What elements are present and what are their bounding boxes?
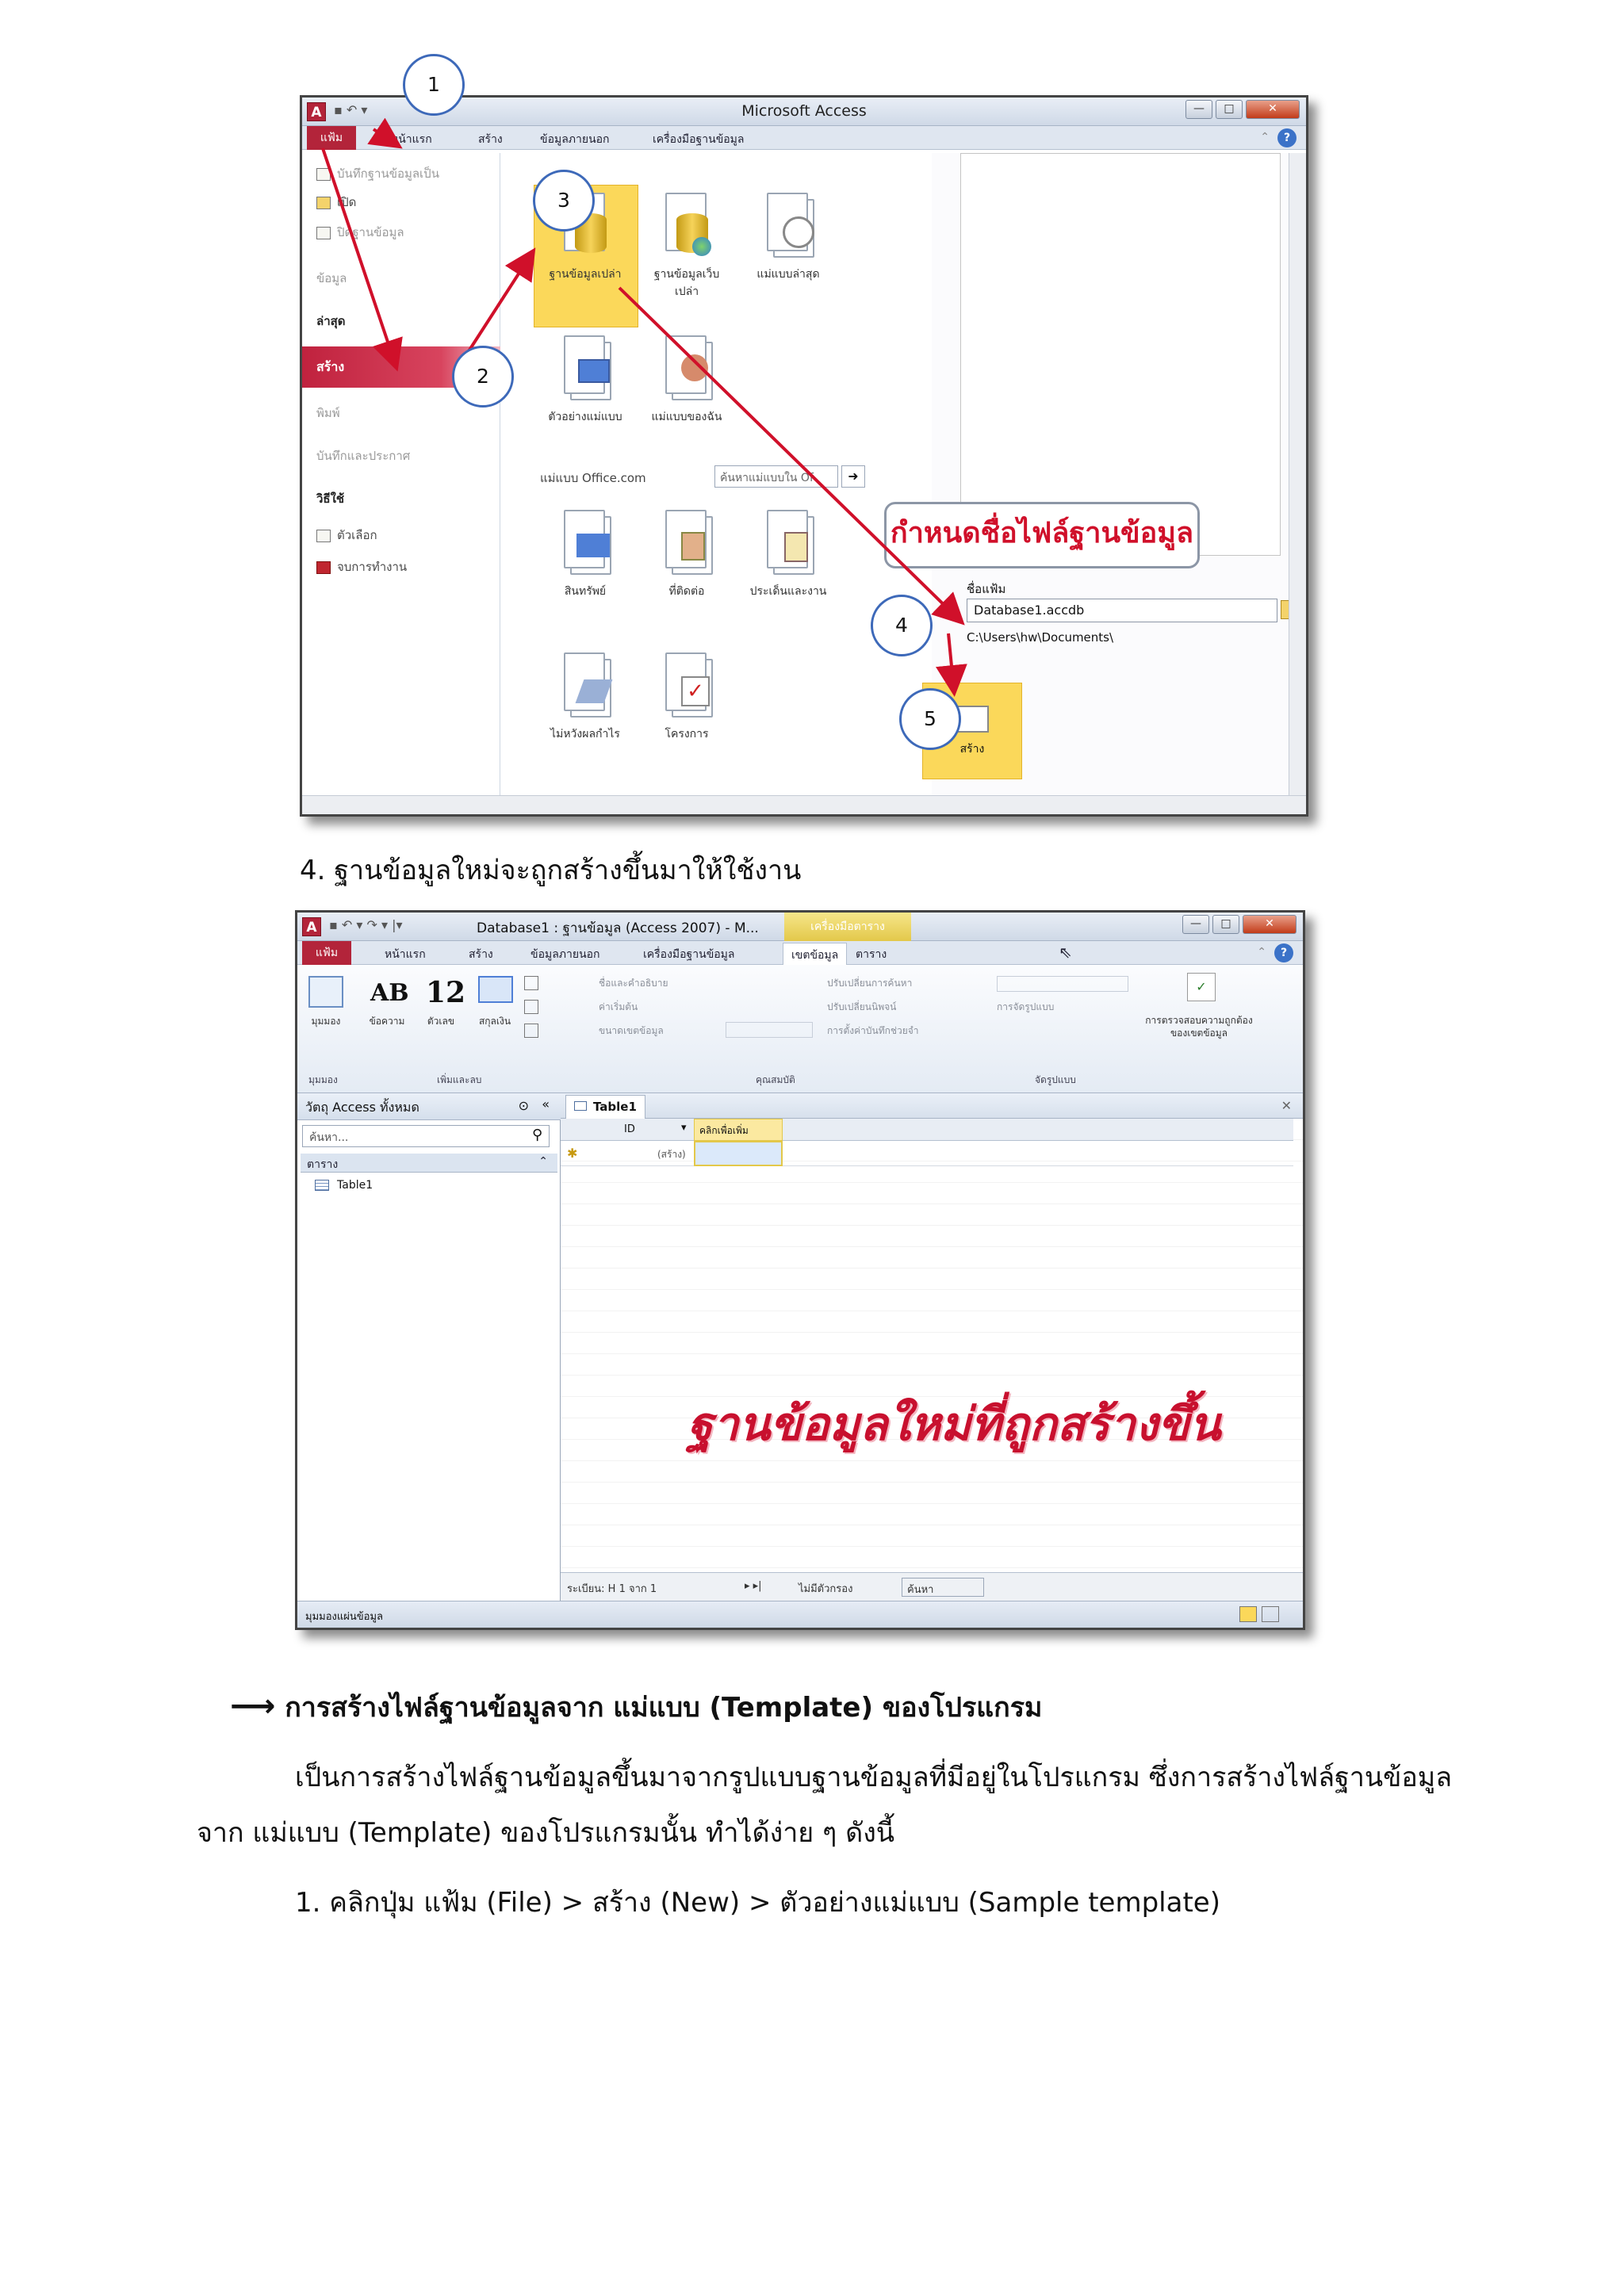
no-filter-indicator[interactable]: ไม่มีตัวกรอง	[799, 1583, 853, 1595]
tab-file[interactable]: แฟ้ม	[302, 941, 351, 965]
quick-access-toolbar[interactable]: ▪ ↶ ▾ ↷ ▾ |▾	[329, 917, 403, 932]
office-search-input[interactable]: ค้นหาแม่แบบใน Of	[714, 465, 838, 488]
section-heading	[230, 1686, 1042, 1728]
ribbon-modify-expression[interactable]: ปรับเปลี่ยนนิพจน์	[827, 1001, 897, 1012]
tab-database-tools[interactable]: เครื่องมือฐานข้อมูล	[653, 133, 745, 146]
step-1-instruction: 1. คลิกปุ่ม แฟ้ม (File) > สร้าง (New) > ตัวอย่างแม่แบบ (Sample template)	[295, 1887, 1220, 1919]
template-label: แม่แบบล่าสุด	[756, 268, 820, 281]
new-record-star-icon: ✱	[567, 1146, 578, 1161]
access-logo-icon: A	[307, 102, 326, 121]
paragraph-line-1: เป็นการสร้างไฟล์ฐานข้อมูลขึ้นมาจากรูปแบบฐานข้อมูลที่มีอยู่ในโปรแกรม ซึ่งการสร้างไฟล์ฐานข้อมูล	[295, 1762, 1453, 1793]
record-position[interactable]: ระเบียน: H 1 จาก 1	[567, 1583, 657, 1595]
template-label: โครงการ	[665, 728, 709, 740]
filename-label: ชื่อแฟ้ม	[967, 582, 1006, 596]
column-id-header[interactable]: ID	[624, 1123, 635, 1135]
mouse-cursor-icon: ⇖	[1059, 943, 1072, 962]
ribbon-memo-settings[interactable]: การตั้งค่าบันทึกช่วยจำ	[827, 1025, 919, 1036]
design-view-icon[interactable]	[1262, 1606, 1279, 1622]
datasheet-view-icon[interactable]	[1239, 1606, 1257, 1622]
template-label: ฐานข้อมูลเว็บเปล่า	[653, 268, 720, 298]
number-button-label: ตัวเลข	[427, 1016, 455, 1027]
currency-button-label: สกุลเงิน	[478, 1016, 511, 1027]
template-label: ที่ติดต่อ	[668, 585, 705, 598]
title-bar	[297, 913, 1303, 941]
checkbox-field-icon[interactable]	[524, 1000, 538, 1014]
ribbon-modify-lookups[interactable]: ปรับเปลี่ยนการค้นหา	[827, 978, 913, 989]
record-navigator	[561, 1572, 1303, 1601]
tab-create[interactable]: สร้าง	[478, 133, 503, 146]
record-search-input[interactable]: ค้นหา	[902, 1578, 984, 1597]
calendar-check-icon: ✓	[681, 676, 710, 706]
data-type-select[interactable]	[997, 976, 1128, 992]
status-view-label: มุมมองแผ่นข้อมูล	[305, 1611, 383, 1623]
window-title: Database1 : ฐานข้อมูล (Access 2007) - M...	[477, 920, 759, 936]
backstage-new-label: สร้าง	[316, 359, 345, 374]
new-record-id: (สร้าง)	[657, 1149, 686, 1160]
ribbon-format-select[interactable]: การจัดรูปแบบ	[997, 1001, 1055, 1012]
backstage-recent[interactable]: ล่าสุด	[316, 314, 346, 328]
table-icon	[315, 1180, 329, 1191]
help-icon[interactable]: ?	[1274, 943, 1293, 962]
number-field-icon[interactable]: 12	[426, 976, 466, 1009]
small-field-icon[interactable]	[524, 976, 538, 990]
short-text-button-label: ข้อความ	[369, 1016, 405, 1027]
record-nav-next-icon[interactable]: ▸ ▸|	[745, 1580, 762, 1592]
office-com-label: แม่แบบ Office.com	[540, 471, 646, 485]
more-fields-icon[interactable]	[524, 1024, 538, 1038]
ribbon	[297, 965, 1303, 1093]
nav-group-collapse-icon[interactable]: ⌃	[538, 1155, 548, 1168]
ribbon-group-properties: คุณสมบัติ	[756, 1074, 795, 1085]
nav-group-label: ตาราง	[307, 1158, 339, 1171]
callout-set-filename: กำหนดชื่อไฟล์ฐานข้อมูล	[884, 502, 1200, 568]
ribbon-group-views: มุมมอง	[308, 1074, 338, 1085]
template-label: สินทรัพย์	[564, 585, 607, 598]
ribbon-tabs	[297, 941, 1303, 965]
arrow-right-icon: ⟶	[230, 1688, 276, 1724]
maximize-button[interactable]: □	[1212, 915, 1239, 934]
tab-database-tools[interactable]: เครื่องมือฐานข้อมูล	[643, 948, 735, 961]
tab-home[interactable]: หน้าแรก	[391, 133, 432, 146]
template-label: แม่แบบของฉัน	[651, 411, 722, 423]
tab-external-data[interactable]: ข้อมูลภายนอก	[530, 948, 600, 961]
validation-icon[interactable]: ✓	[1187, 973, 1216, 1001]
section-heading-text: การสร้างไฟล์ฐานข้อมูลจาก แม่แบบ (Template) ของโปรแกรม	[285, 1692, 1043, 1724]
column-id-dropdown-icon[interactable]: ▾	[681, 1122, 687, 1134]
screenshot-new-database	[295, 910, 1305, 1630]
status-bar	[297, 1601, 1303, 1628]
access-logo-icon: A	[302, 917, 321, 936]
ribbon-validation-label[interactable]: การตรวจสอบความถูกต้องของเขตข้อมูล	[1145, 1015, 1253, 1039]
quick-access-toolbar[interactable]: ▪ ↶ ▾	[334, 102, 368, 117]
backstage-help[interactable]: วิธีใช้	[316, 492, 345, 506]
column-add-header[interactable]: คลิกเพื่อเพิ่ม	[694, 1119, 783, 1141]
document-tab-bar	[561, 1093, 1303, 1119]
view-button-label: มุมมอง	[311, 1016, 341, 1027]
filename-path: C:\Users\hw\Documents\	[967, 630, 1114, 645]
view-icon[interactable]	[308, 976, 343, 1008]
tab-fields[interactable]: เขตข้อมูล	[783, 943, 847, 965]
tab-create[interactable]: สร้าง	[469, 948, 493, 961]
step-2-marker: 2	[452, 346, 514, 408]
annotation-arrows	[302, 98, 1308, 817]
minimize-button[interactable]: —	[1182, 915, 1209, 934]
context-tab-table-tools: เครื่องมือตาราง	[784, 913, 911, 941]
maximize-button[interactable]: □	[1216, 100, 1243, 119]
caption-step-4: 4. ฐานข้อมูลใหม่จะถูกสร้างขึ้นมาให้ใช้งาน	[300, 855, 802, 886]
overlay-new-database-text: ฐานข้อมูลใหม่ที่ถูกสร้างขึ้น	[688, 1397, 1221, 1451]
nav-item-label: Table1	[337, 1179, 373, 1192]
doc-tab-table1[interactable]	[565, 1095, 645, 1119]
ribbon-group-formatting: จัดรูปแบบ	[1035, 1074, 1076, 1085]
nav-header[interactable]	[297, 1093, 561, 1120]
doc-tab-label: Table1	[593, 1100, 637, 1114]
datasheet-grid[interactable]	[561, 1119, 1303, 1572]
text-field-icon[interactable]: AB	[370, 979, 409, 1007]
nav-group-tables[interactable]	[301, 1154, 557, 1173]
backstage-close-database[interactable]: ปิดฐานข้อมูล	[316, 223, 404, 242]
ribbon-group-add-delete: เพิ่มและลบ	[437, 1074, 482, 1085]
tab-home[interactable]: หน้าแรก	[385, 948, 426, 961]
step-4-marker: 4	[871, 595, 933, 656]
ribbon-collapse-icon[interactable]: ⌃	[1260, 131, 1270, 144]
template-label: ฐานข้อมูลเปล่า	[549, 268, 622, 281]
field-size-input[interactable]	[726, 1022, 813, 1038]
table-icon	[574, 1101, 587, 1111]
paragraph-line-2: จาก แม่แบบ (Template) ของโปรแกรมนั้น ทำได้ง่าย ๆ ดังนี้	[197, 1817, 895, 1849]
close-button[interactable]: ✕	[1246, 100, 1300, 119]
filename-input[interactable]: Database1.accdb	[967, 599, 1277, 622]
currency-icon[interactable]	[478, 976, 513, 1003]
column-header-row	[561, 1119, 1293, 1141]
nav-dropdown-icon[interactable]: ⊙	[518, 1098, 529, 1113]
backstage-options[interactable]: ตัวเลือก	[316, 526, 377, 545]
ribbon-name-caption[interactable]: ชื่อและคำอธิบาย	[599, 978, 668, 989]
step-1-marker: 1	[403, 54, 465, 116]
template-label: ไม่หวังผลกำไร	[550, 728, 620, 740]
template-label: ตัวอย่างแม่แบบ	[548, 411, 622, 423]
close-button[interactable]: ✕	[1243, 915, 1297, 934]
backstage-exit[interactable]: จบการทำงาน	[316, 557, 407, 576]
ribbon-collapse-icon[interactable]: ⌃	[1257, 946, 1266, 959]
step-3-marker: 3	[533, 170, 595, 232]
create-button-label: สร้าง	[959, 743, 985, 756]
tab-file[interactable]: แฟ้ม	[307, 126, 356, 150]
ribbon-default-value[interactable]: ค่าเริ่มต้น	[599, 1001, 638, 1012]
nav-search-input[interactable]: ค้นหา...	[302, 1125, 550, 1147]
help-icon[interactable]: ?	[1277, 128, 1297, 147]
screenshot-create-blank-database	[300, 95, 1308, 817]
search-icon[interactable]: ⚲	[532, 1127, 543, 1143]
datasheet-area	[561, 1093, 1303, 1601]
tab-external-data[interactable]: ข้อมูลภายนอก	[540, 133, 610, 146]
backstage-open[interactable]: เปิด	[316, 193, 356, 212]
backstage-save-as[interactable]: บันทึกฐานข้อมูลเป็น	[316, 164, 439, 183]
tab-table[interactable]: ตาราง	[856, 948, 887, 961]
new-record-row[interactable]	[561, 1141, 1293, 1166]
search-go-icon[interactable]: ➜	[841, 465, 865, 488]
step-5-marker: 5	[899, 688, 961, 750]
backstage-info[interactable]: ข้อมูล	[316, 271, 347, 285]
minimize-button[interactable]: —	[1185, 100, 1212, 119]
nav-collapse-icon[interactable]: «	[542, 1096, 550, 1112]
ribbon-field-size[interactable]: ขนาดเขตข้อมูล	[599, 1025, 664, 1036]
backstage-save-publish[interactable]: บันทึกและประกาศ	[316, 449, 411, 463]
navigation-pane	[297, 1093, 561, 1601]
backstage-print[interactable]: พิมพ์	[316, 406, 340, 420]
template-label: ประเด็นและงาน	[749, 585, 827, 598]
nav-item-table1[interactable]	[315, 1179, 373, 1192]
close-tab-icon[interactable]: ✕	[1281, 1098, 1292, 1113]
nav-header-label: วัตถุ Access ทั้งหมด	[305, 1100, 419, 1115]
window-title: Microsoft Access	[741, 102, 867, 120]
new-record-cell[interactable]	[694, 1141, 783, 1166]
